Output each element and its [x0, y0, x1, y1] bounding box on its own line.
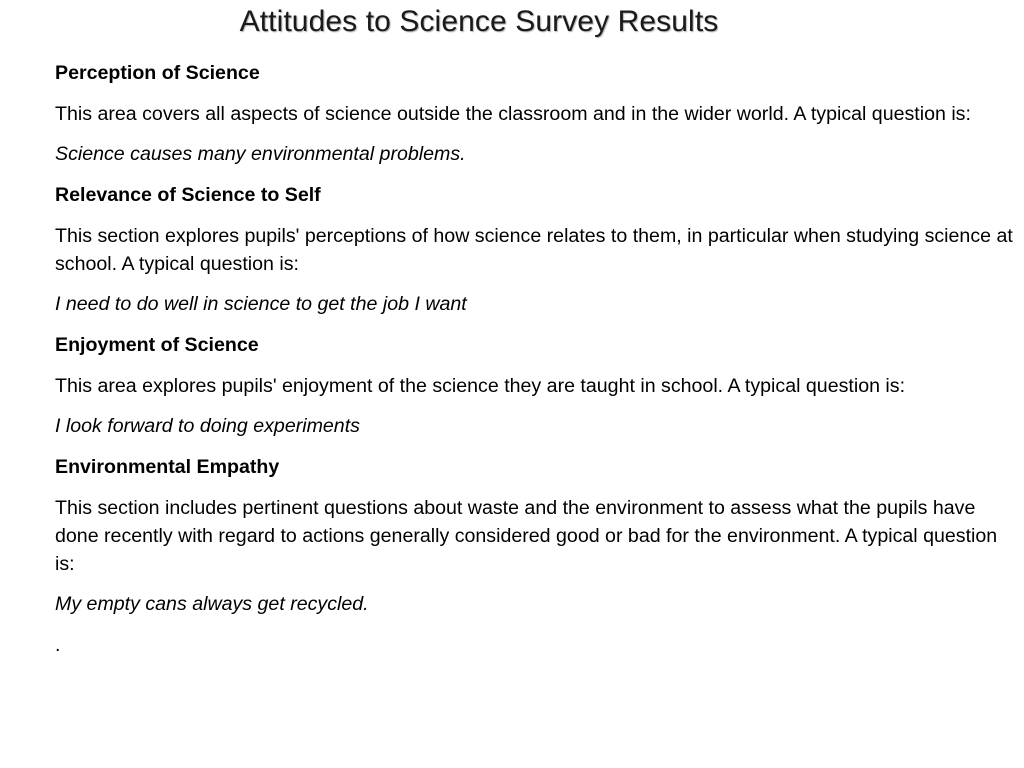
section-relevance-of-science-to-self	[55, 181, 1017, 318]
section-heading: Perception of Science	[55, 62, 260, 84]
section-example-question: I look forward to doing experiments	[55, 415, 360, 437]
section-description: This section explores pupils' perceptions of how science relates to them, in particular when studying science at school. A typical question is:	[55, 225, 1013, 275]
section-example-question: My empty cans always get recycled.	[55, 593, 369, 615]
section-perception-of-science	[55, 59, 1017, 168]
trailing-text: .	[55, 634, 61, 656]
section-heading: Relevance of Science to Self	[55, 184, 321, 206]
section-example-question: Science causes many environmental problems.	[55, 143, 466, 165]
section-heading: Environmental Empathy	[55, 456, 280, 478]
section-environmental-empathy	[55, 453, 1017, 618]
section-description: This section includes pertinent questions about waste and the environment to assess what the pupils have done recently with regard to actions generally considered good or bad for the environment. A typical question is:	[55, 497, 998, 575]
section-description: This area covers all aspects of science outside the classroom and in the wider world. A typical question is:	[55, 103, 971, 125]
document-body	[55, 59, 1017, 659]
section-heading: Enjoyment of Science	[55, 334, 259, 356]
section-enjoyment-of-science	[55, 331, 1017, 440]
section-description: This area explores pupils' enjoyment of the science they are taught in school. A typical question is:	[55, 375, 906, 397]
page-title: Attitudes to Science Survey Results	[239, 5, 719, 38]
section-example-question: I need to do well in science to get the job I want	[55, 293, 467, 315]
